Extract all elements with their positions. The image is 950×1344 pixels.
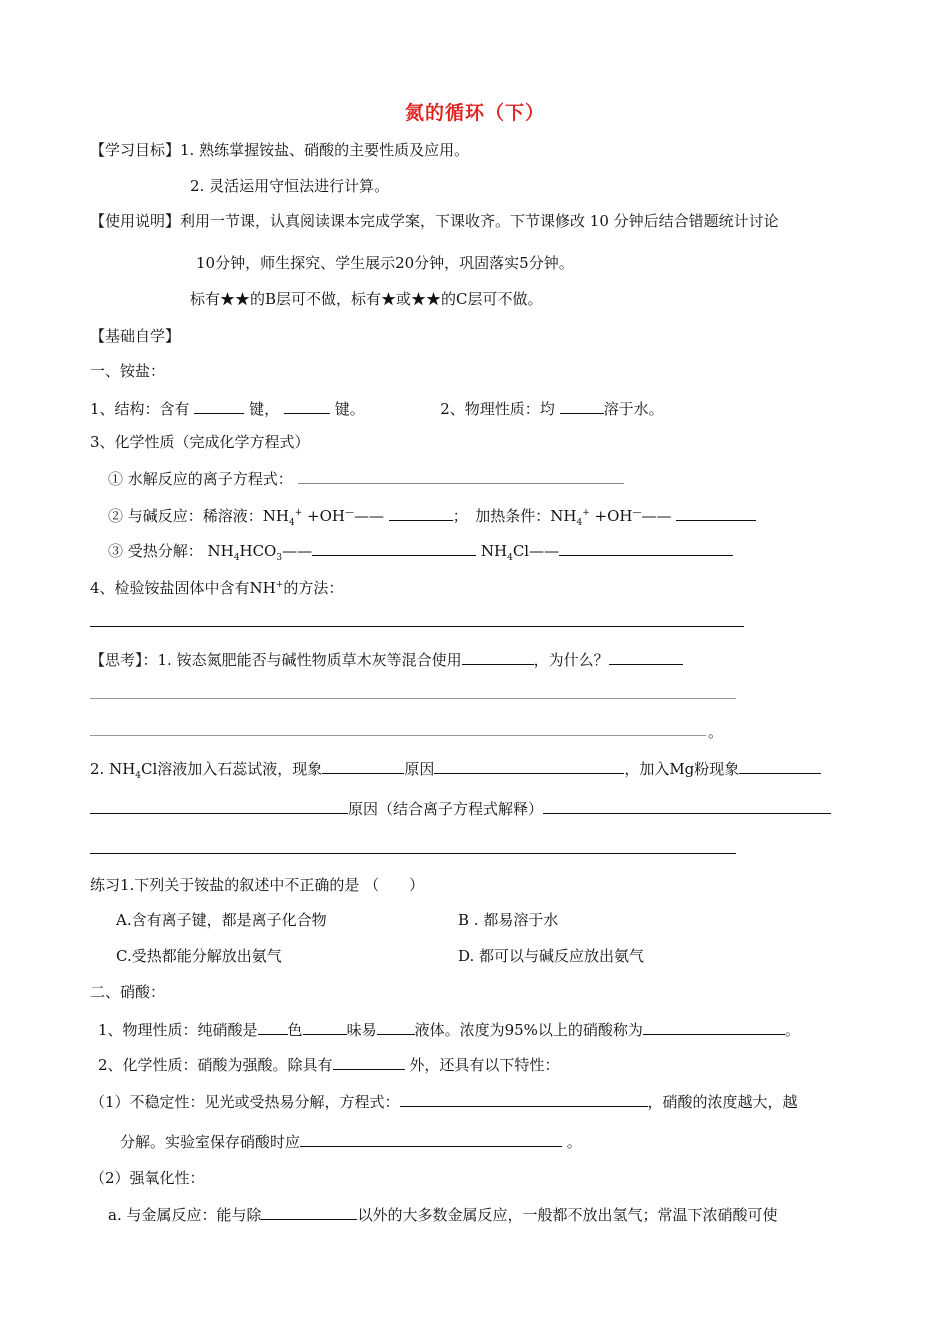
volatile-blank[interactable] [377, 1018, 415, 1035]
storage-blank[interactable] [300, 1130, 562, 1147]
reason-blank[interactable] [609, 648, 683, 665]
option-c[interactable]: C.受热都能分解放出氨气 [116, 947, 282, 965]
dilute-reaction-blank[interactable] [389, 504, 453, 521]
answer-line[interactable] [90, 853, 736, 854]
usage-line-2: 10分钟，师生探究、学生展示20分钟，巩固落实5分钟。 [196, 254, 574, 272]
hydrolysis-blank[interactable] [298, 467, 624, 484]
goal-line-2: 2. 灵活运用守恒法进行计算。 [190, 177, 390, 195]
litmus-phenomenon-blank[interactable] [322, 757, 404, 774]
page-title: 氮的循环（下） [404, 102, 545, 124]
exercise-1: 练习1.下列关于铵盐的叙述中不正确的是 （ ） [90, 876, 425, 894]
nh4hco3-blank[interactable] [312, 539, 476, 556]
smell-blank[interactable] [303, 1018, 347, 1035]
basic-heading: 【基础自学】 [90, 327, 181, 345]
metal-exception-blank[interactable] [261, 1203, 357, 1220]
mg-phenomenon-blank[interactable] [739, 757, 821, 774]
option-a[interactable]: A.含有离子键，都是离子化合物 [116, 911, 327, 929]
nitric-physical-line: 1、物理性质：纯硝酸是 色 味易 液体。浓度为95%以上的硝酸称为 。 [98, 1018, 800, 1040]
metal-reaction-line: a. 与金属反应：能与除 以外的大多数金属反应，一般都不放出氢气；常温下浓硝酸可使 [108, 1203, 778, 1225]
answer-line[interactable] [90, 626, 744, 627]
bond-blank-2[interactable] [284, 397, 330, 414]
option-d[interactable]: D. 都可以与碱反应放出氨气 [458, 947, 645, 965]
answer-line[interactable] [90, 698, 736, 699]
heated-reaction-blank[interactable] [676, 504, 756, 521]
color-blank[interactable] [258, 1018, 288, 1035]
bond-blank-1[interactable] [194, 397, 244, 414]
oxidizing-heading: （2）强氧化性： [90, 1169, 205, 1187]
usage-line-3: 标有★★的B层可不做，标有★或★★的C层可不做。 [190, 290, 543, 308]
answer-line[interactable] [90, 735, 706, 736]
section-nitric-acid: 二、硝酸： [90, 983, 166, 1001]
acid-property-blank[interactable] [333, 1053, 405, 1070]
storage-line: 分解。实验室保存硝酸时应 。 [120, 1130, 582, 1152]
chem-property-heading: 3、化学性质（完成化学方程式） [90, 433, 310, 451]
goal-line-1: 【学习目标】1. 熟练掌握铵盐、硝酸的主要性质及应用。 [90, 141, 470, 159]
end-period: 。 [708, 723, 724, 741]
section-ammonium: 一、铵盐： [90, 362, 166, 380]
option-b[interactable]: B . 都易溶于水 [458, 911, 559, 929]
test-method-line: 4、检验铵盐固体中含有NH+的方法： [90, 579, 344, 597]
instability-line: （1）不稳定性：见光或受热易分解，方程式： ，硝酸的浓度越大，越 [90, 1090, 798, 1112]
think-question-2-cont: 原因（结合离子方程式解释） [90, 797, 831, 819]
solubility-blank[interactable] [560, 397, 604, 414]
usage-line-1: 【使用说明】利用一节课，认真阅读课本完成学案，下课收齐。下节课修改 10 分钟后结合错题统计讨论 [90, 212, 779, 230]
nitric-chemical-line: 2、化学性质：硝酸为强酸。除具有 外，还具有以下特性： [98, 1053, 559, 1075]
think-question-1: 【思考】：1. 铵态氮肥能否与碱性物质草木灰等混合使用 ，为什么？ [90, 648, 683, 670]
ionic-equation-blank[interactable] [543, 797, 831, 814]
base-reaction-line: ② 与碱反应：稀溶液：$NH_4^+$ +OH——— ； 加热条件：$NH_4^+$ +OH——— [108, 503, 756, 533]
mix-use-blank[interactable] [462, 648, 534, 665]
fuming-acid-blank[interactable] [643, 1018, 785, 1035]
structure-line: 1、结构：含有 键， 键。 2、物理性质：均 溶于水。 [90, 397, 664, 419]
litmus-reason-blank[interactable] [434, 757, 624, 774]
decomposition-equation-blank[interactable] [400, 1090, 648, 1107]
nh4cl-blank[interactable] [559, 539, 733, 556]
mg-phenomenon-blank-cont[interactable] [90, 797, 348, 814]
decomposition-line: ③ 受热分解： $NH_4HCO_3——$ $NH_4Cl——$ [108, 539, 733, 568]
hydrolysis-line: ① 水解反应的离子方程式： [108, 467, 624, 489]
think-question-2: 2. $NH_4Cl$溶液加入石蕊试液，现象 原因 ，加入Mg粉现象 [90, 757, 821, 786]
